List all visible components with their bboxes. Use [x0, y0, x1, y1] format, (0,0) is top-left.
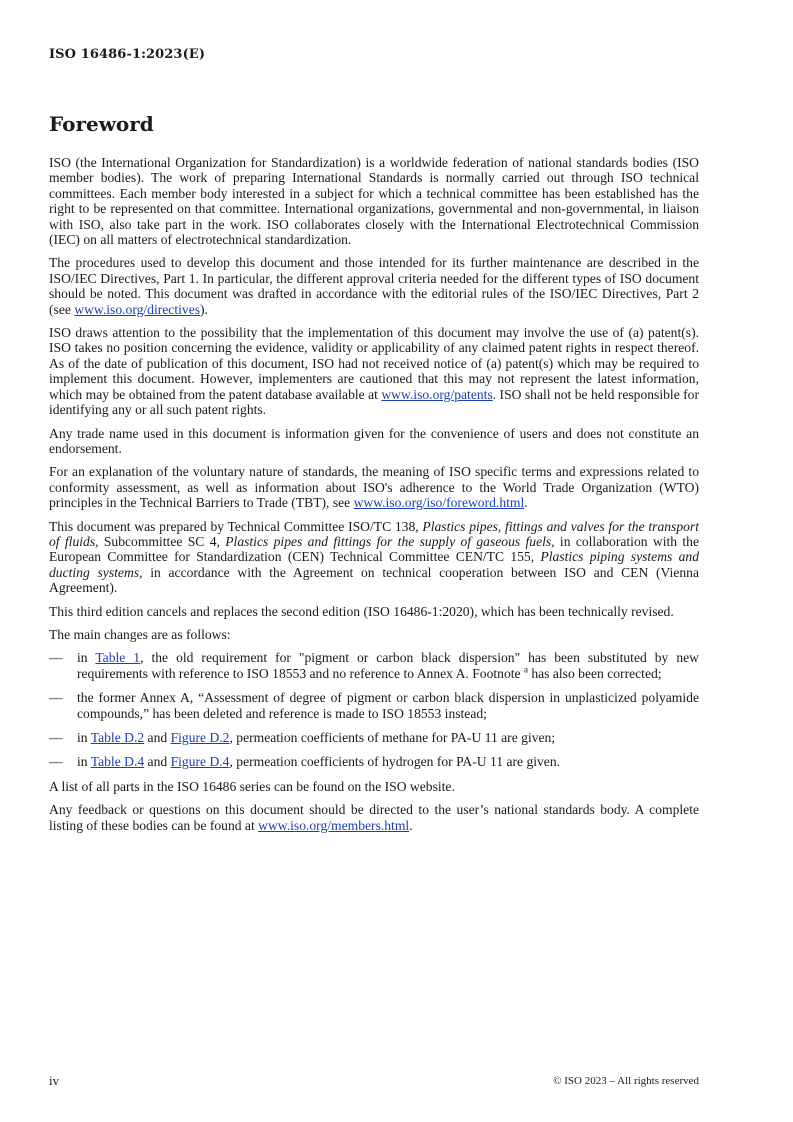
list-item — [49, 650, 699, 681]
paragraph-text: ISO draws attention to the possibility that the implementation of this document may involve the use of (a) patent(s). ISO takes no position concerning the evidence, validity or applicability of any claimed patent rights in respect thereof. As of the date of publication of this document, ISO had not received notice of (a) patent(s) which may be required to implement this document. However, implementers are cautioned that this may not represent the latest information, which may be obtained from the patent database available at — [49, 325, 699, 402]
list-item — [49, 730, 699, 745]
paragraph-iso-intro: ISO (the International Organization for Standardization) is a worldwide federation of national standards bodies (ISO member bodies). The work of preparing International Standards is normally carried out through ISO technical committees. Each member body interested in a subject for which a technical committee has been established has the right to be represented on that committee. International organizations, governmental and non-governmental, in liaison with ISO, also take part in the work. ISO collaborates closely with the International Electrotechnical Commission (IEC) on all matters of electrotechnical standardization. — [49, 155, 699, 248]
paragraph-text: The procedures used to develop this document and those intended for its further maintenance are described in the ISO/IEC Directives, Part 1. In particular, the different approval criteria needed for the different types of ISO document should be noted. This document was drafted in accordance with the editorial rules of the ISO/IEC Directives, Part 2 (see — [49, 255, 699, 317]
paragraph-trade-name: Any trade name used in this document is information given for the convenience of users and does not constitute an endorsement. — [49, 425, 699, 456]
paragraph-text: . ISO shall not be held responsible for identifying any or all such patent rights. — [49, 386, 699, 418]
list-item-text: the former Annex A, “Assessment of degree of pigment or carbon black dispersion in unplasticized polyamide compounds,” has been deleted and reference is made to ISO 18553 instead; — [77, 690, 699, 721]
table-d4-link[interactable]: Table D.4 — [90, 754, 145, 770]
paragraph-text: For an explanation of the voluntary nature of standards, the meaning of ISO specific terms and expressions related to conformity assessment, as well as information about ISO's adherence to the World Trade Organization (WTO) principles in the Technical Barriers to Trade (TBT), see — [49, 464, 699, 511]
paragraph-text: ). — [200, 301, 208, 317]
paragraph-committee — [49, 519, 699, 596]
page-title: Foreword — [49, 112, 154, 136]
copyright-notice: © ISO 2023 – All rights reserved — [553, 1075, 699, 1087]
page-number: iv — [49, 1073, 60, 1088]
paragraph-text: . — [524, 495, 528, 511]
members-link[interactable]: www.iso.org/members.html — [258, 817, 410, 833]
dash-marker: — — [49, 754, 63, 770]
foreword-body — [49, 155, 699, 841]
paragraph-main-changes: The main changes are as follows: — [49, 626, 231, 642]
paragraph-text: Any feedback or questions on this document should be directed to the user’s national standards body. A complete listing of these bodies can be found at — [49, 802, 699, 833]
footnote-marker: a — [523, 664, 528, 675]
list-item — [49, 754, 699, 769]
list-item — [49, 690, 699, 721]
committee-title-italic: Plastics pipes, fittings and valves for the transport of fluids — [49, 518, 699, 549]
list-item-text: in Table D.2 and Figure D.2, permeation coefficients of methane for PA-U 11 are given; — [77, 730, 556, 745]
dash-marker: — — [49, 690, 63, 706]
list-item-text: in Table 1, the old requirement for "pigment or carbon black dispersion" has been substituted by new requirements with reference to ISO 18553 and no reference to Annex A. Footnote $^a$ has also been corrected; — [77, 650, 699, 681]
figure-d4-link[interactable]: Figure D.4 — [170, 754, 230, 770]
paragraph-text: in accordance with the Agreement on technical cooperation between ISO and CEN (Vienna Agreement). — [49, 564, 699, 596]
foreword-link[interactable]: www.iso.org/iso/foreword.html — [353, 495, 525, 511]
document-id-header: ISO 16486-1:2023(E) — [49, 47, 206, 62]
paragraph-procedures — [49, 255, 699, 317]
paragraph-patents — [49, 325, 699, 417]
paragraph-text: in collaboration with the European Committee for Standardization (CEN) Technical Committee CEN/TC 155, — [49, 533, 699, 565]
paragraph-series: A list of all parts in the ISO 16486 series can be found on the ISO website. — [49, 778, 455, 794]
table-1-link[interactable]: Table 1 — [95, 650, 141, 666]
cen-committee-title-italic: Plastics piping systems and ducting systems, — [49, 549, 699, 580]
paragraph-edition: This third edition cancels and replaces the second edition (ISO 16486-1:2020), which has been technically revised. — [49, 603, 674, 619]
patents-link[interactable]: www.iso.org/patents — [381, 386, 493, 402]
dash-marker: — — [49, 730, 63, 745]
list-item-text: in Table D.4 and Figure D.4, permeation coefficients of hydrogen for PA-U 11 are given. — [77, 754, 561, 770]
paragraph-feedback — [49, 802, 699, 833]
paragraph-text: This document was prepared by Technical Committee ISO/TC 138, — [49, 518, 423, 534]
table-d2-link[interactable]: Table D.2 — [90, 730, 145, 745]
paragraph-text: , Subcommittee SC 4, — [95, 533, 226, 549]
directives-link[interactable]: www.iso.org/directives — [74, 301, 201, 317]
dash-marker: — — [49, 650, 63, 666]
paragraph-voluntary — [49, 464, 699, 510]
figure-d2-link[interactable]: Figure D.2 — [170, 730, 230, 745]
subcommittee-title-italic: Plastics pipes and fittings for the supply of gaseous fuels, — [225, 533, 555, 549]
paragraph-text: . — [409, 817, 413, 833]
